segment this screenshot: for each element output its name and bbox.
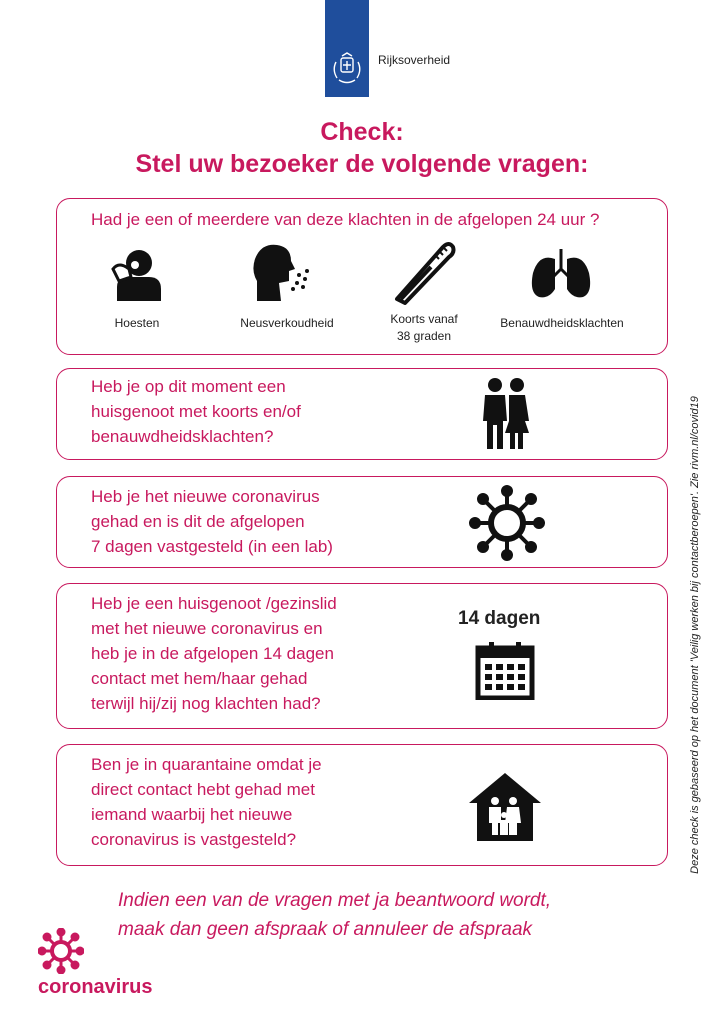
sneeze-icon [249,241,311,301]
calendar-icon [475,640,535,700]
thermometer-icon [391,241,457,305]
symptom-label-fever-1: Koorts vanaf [390,312,458,326]
household-fever-card [56,368,668,460]
page-title-line2: Stel uw bezoeker de volgende vragen: [135,150,589,178]
crest-icon [330,52,364,88]
virus-icon [469,485,545,561]
source-note [680,380,710,890]
symptom-label-cough: Hoesten [114,316,160,330]
house-family-icon [467,771,543,843]
source-note-text: Deze check is gebaseerd op het document 'Veilig werken bij contactberoepen'. Zie rivm.nl/covid19 [689,396,701,874]
card2-line3: benauwdheidsklachten? [91,427,274,446]
coronavirus-lab-card [56,476,668,568]
coronavirus-brand-text: coronavirus [38,976,153,998]
card3-line2: gehad en is dit de afgelopen [91,512,305,531]
rijksoverheid-logo [325,0,369,97]
footer-note [118,886,618,944]
coronavirus-logo-icon [38,928,84,974]
card4-line5: terwijl hij/zij nog klachten had? [91,694,321,713]
days-label: 14 dagen [458,608,541,629]
card4-line4: contact met hem/haar gehad [91,669,308,688]
card5-line4: coronavirus is vastgesteld? [91,830,297,849]
household-icon [481,377,531,449]
card4-line1: Heb je een huisgenoot /gezinslid [91,594,337,613]
quarantine-card [56,744,668,866]
card5-line1: Ben je in quarantaine omdat je [91,755,322,774]
org-name: Rijksoverheid [378,53,451,67]
card2-line2: huisgenoot met koorts en/of [91,402,301,421]
symptoms-card [56,198,668,355]
household-contact-card [56,583,668,729]
card4-line3: heb je in de afgelopen 14 dagen [91,644,334,663]
lungs-icon [529,249,593,299]
page-title-line1: Check: [320,118,404,146]
symptom-label-fever-2: 38 graden [396,329,452,343]
card3-line3: 7 dagen vastgesteld (in een lab) [91,537,333,556]
card2-line1: Heb je op dit moment een [91,377,286,396]
card5-line3: iemand waarbij het nieuwe [91,805,293,824]
footer-line1: Indien een van de vragen met ja beantwoord wordt, [118,890,552,911]
cough-icon [109,243,165,301]
footer-line2: maak dan geen afspraak of annuleer de afspraak [118,919,533,940]
symptom-label-lungs: Benauwdheidsklachten [500,316,624,330]
symptom-label-sneeze: Neusverkoudheid [240,316,334,330]
card3-line1: Heb je het nieuwe coronavirus [91,487,320,506]
card1-question: Had je een of meerdere van deze klachten in de afgelopen 24 uur ? [91,210,600,229]
card4-line2: met het nieuwe coronavirus en [91,619,323,638]
card5-line2: direct contact hebt gehad met [91,780,315,799]
